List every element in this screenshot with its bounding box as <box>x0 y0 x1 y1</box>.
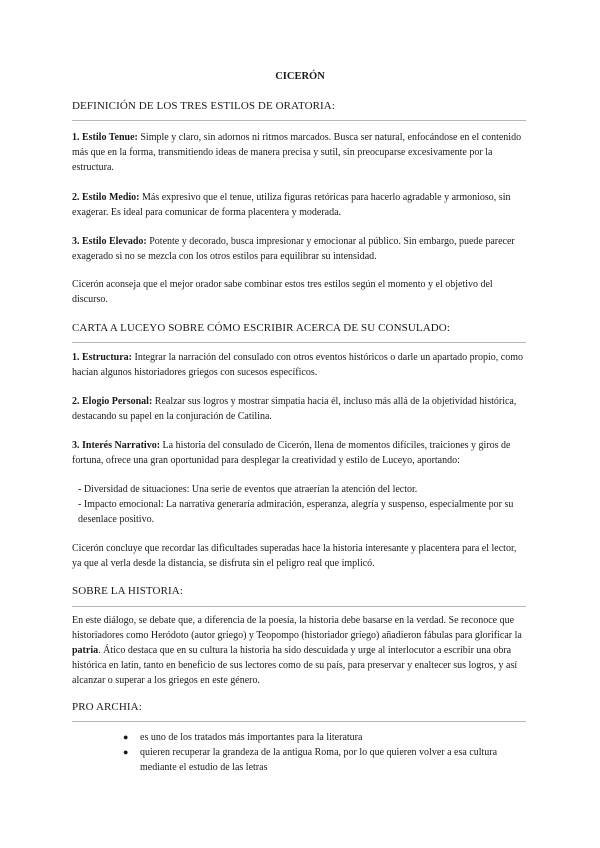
paragraph-sobre-historia <box>72 613 526 688</box>
item-text: Integrar la narración del consulado con otros eventos históricos o darle un apartado propio, como hacían algunos historiadores griegos con sucesos específicos. <box>72 352 523 378</box>
section-divider <box>72 721 526 722</box>
section-heading-pro-archia: PRO ARCHIA: <box>72 701 142 713</box>
item-text: Realzar sus logros y mostrar simpatía hacia él, incluso más allá de la objetividad histórica, destacando su papel en la conjuración de Catilina. <box>72 396 517 422</box>
emphasis-patria: patria <box>72 645 99 656</box>
section-divider <box>72 120 526 121</box>
paragraph-text: En este diálogo, se debate que, a diferencia de la poesía, la historia debe basarse en la verdad. Se reconoce que historiadores como Heródoto (autor griego) y Teopompo (historiador griego) añadieron fábulas para glorificar la <box>72 615 522 641</box>
bullet-icon: ● <box>123 747 129 757</box>
paragraph-estilo-medio <box>72 190 526 220</box>
list-item <box>120 745 500 775</box>
item-text: Más expresivo que el tenue, utiliza figuras retóricas para hacerlo agradable y armonioso, sin exagerar. Es ideal para comunicar de forma placentera y moderada. <box>72 192 511 218</box>
item-label: 2. Estilo Medio: <box>72 192 140 203</box>
pro-archia-list <box>120 730 500 775</box>
list-item-text: es uno de los tratados más importantes para la literatura <box>140 732 363 743</box>
paragraph-carta-conclusion: Cicerón concluye que recordar las dificultades superadas hace la historia interesante y placentera para el lector, ya que al verla desde la distancia, se disfruta sin el peligro real que implicó. <box>72 543 517 569</box>
paragraph-estilo-tenue <box>72 130 526 175</box>
subitem-impacto-emocional: - Impacto emocional: La narrativa generaría admiración, esperanza, alegría y suspenso, especialmente por su desenlace positivo. <box>78 499 514 525</box>
item-label: 1. Estilo Tenue: <box>72 132 138 143</box>
section-heading-estilos: DEFINICIÓN DE LOS TRES ESTILOS DE ORATORIA: <box>72 100 336 112</box>
item-label: 1. Estructura: <box>72 352 132 363</box>
item-label: 2. Elogio Personal: <box>72 396 153 407</box>
paragraph-elogio-personal <box>72 394 526 424</box>
list-item-text: quieren recuperar la grandeza de la antigua Roma, por lo que quieren volver a esa cultura mediante el estudio de las letras <box>140 747 498 773</box>
item-text: La historia del consulado de Cicerón, llena de momentos difíciles, traiciones y giros de fortuna, ofrece una gran oportunidad para desplegar la creatividad y estilo de Luceyo, aportando: <box>72 440 511 466</box>
item-text: Simple y claro, sin adornos ni ritmos marcados. Busca ser natural, enfocándose en el contenido más que en la forma, transmitiendo ideas de manera precisa y sutil, sin preocuparse excesivamente por la estructura. <box>72 132 522 173</box>
paragraph-estructura <box>72 350 526 380</box>
section-heading-historia: SOBRE LA HISTORIA: <box>72 585 183 597</box>
section-divider <box>72 342 526 343</box>
section-divider <box>72 606 526 607</box>
list-item <box>120 730 500 745</box>
document-title: CICERÓN <box>275 71 325 82</box>
paragraph-text: . Ático destaca que en su cultura la historia ha sido descuidada y urge al interlocutor a escribir una obra histórica en latín, tanto en beneficio de sus lectores como de su país, para preservar y enaltecer sus logros, y así alcanzar o superar a los griegos en este género. <box>72 645 518 686</box>
item-label: 3. Interés Narrativo: <box>72 440 161 451</box>
paragraph-estilo-elevado <box>72 234 526 264</box>
paragraph-interes-narrativo <box>72 438 526 468</box>
item-text: Potente y decorado, busca impresionar y emocionar al público. Sin embargo, puede parecer exagerado si no se mezcla con los otros estilos para equilibrar su intensidad. <box>72 236 515 262</box>
item-label: 3. Estilo Elevado: <box>72 236 147 247</box>
bullet-icon: ● <box>123 732 129 742</box>
subitem-diversidad: - Diversidad de situaciones: Una serie de eventos que atraerían la atención del lector. <box>78 484 418 495</box>
section-heading-carta-luceyo: CARTA A LUCEYO SOBRE CÓMO ESCRIBIR ACERCA DE SU CONSULADO: <box>72 322 451 334</box>
paragraph-estilos-conclusion: Cicerón aconseja que el mejor orador sabe combinar estos tres estilos según el momento y el objetivo del discurso. <box>72 279 493 305</box>
